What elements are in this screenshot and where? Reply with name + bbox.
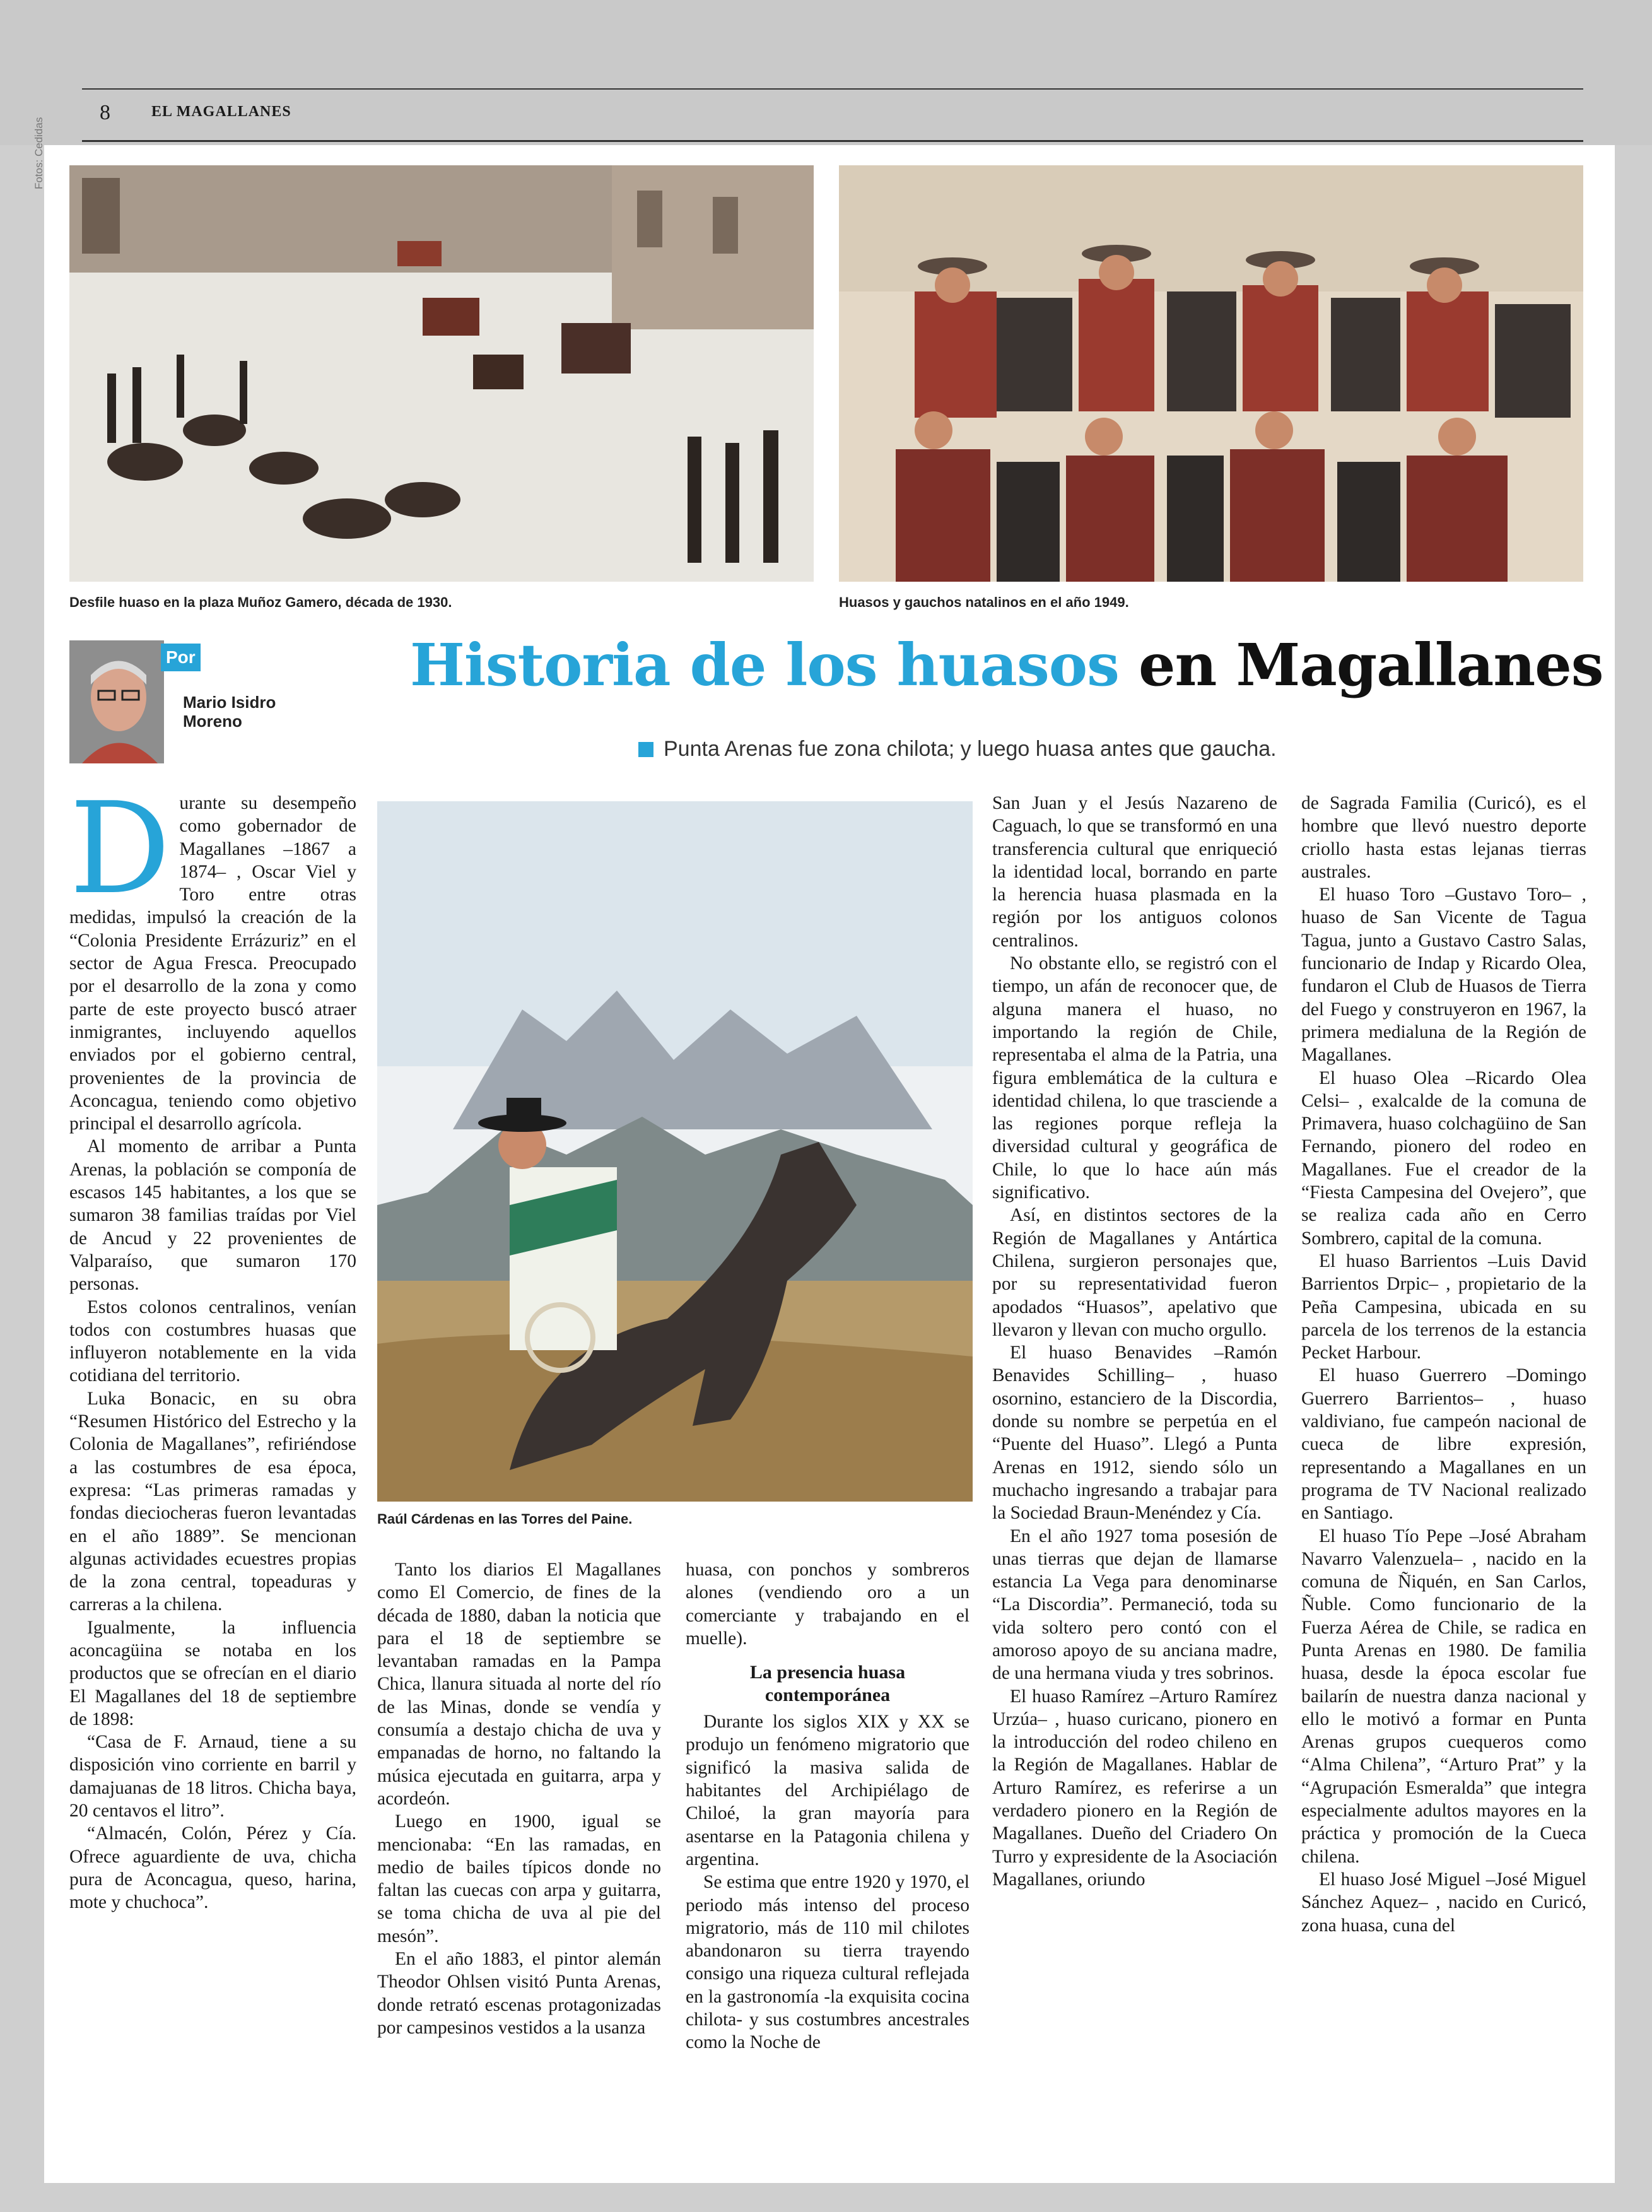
deck-bullet [638,742,653,757]
huasos-photo-caption: Huasos y gauchos natalinos en el año 1949. [839,594,1129,610]
header-rule-top [82,88,1583,90]
paragraph: En el año 1883, el pintor alemán Theodor Ohlsen visitó Punta Arenas, donde retrató escenas protagonizadas por campesinos vestidos a la usanza [377,1949,661,2038]
parade-photo [69,165,814,582]
byline-tag: Por [161,644,201,671]
paragraph: urante su desempeño como gobernador de Magallanes –1867 a 1874– , Oscar Viel y Toro entre otras medidas, impulsó la creación de la “Colonia Presidente Errázuriz” en el sector de Agua Fresca. Preocupado por el desarrollo de la zona y como parte de este proyecto buscó atraer inmigrantes, incluyendo aquellos enviados por el gobierno central, provenientes de la provincia de Aconcagua, teniendo como objetivo principal el desarrollo agrícola. [69,793,356,1134]
paragraph: Estos colonos centralinos, venían todos con costumbres huasas que influyeron notablemente en la vida cotidiana del territorio. [69,1297,356,1386]
paragraph: “Casa de F. Arnaud, tiene a su disposición vino corriente en barril y damajuanas de 18 litros. Chicha baya, 20 centavos el litro”. [69,1732,356,1821]
paragraph: En el año 1927 toma posesión de unas tierras que dejan de llamarse estancia La Vega para denominarse “La Discordia”. Permaneció, toda su vida soltero pero contó con el amoroso apoyo de su anciana madre, de una hermana viuda y tres sobrinos. [992,1526,1277,1684]
paragraph: Luka Bonacic, en su obra “Resumen Histórico del Estrecho y la Colonia de Magallanes”, refiriéndose a las costumbres de esa época, expresa: “Las primeras ramadas y fondas dieciocheras fueron levantadas en el año 1889”. Se mencionan algunas actividades ecuestres propias de la zona central, topeaduras y carreras a la chilena. [69,1388,356,1615]
author-avatar [69,640,164,763]
paragraph: Luego en 1900, igual se mencionaba: “En las ramadas, en medio de bailes típicos donde no faltan las cuecas con arpa y guitarra, se toma chicha de uva al pie del mesón”. [377,1811,661,1946]
paragraph: El huaso Barrientos –Luis David Barrientos Drpic– , propietario de la Peña Campesina, ubicada en su parcela de los terrenos de la estancia Pecket Harbour. [1301,1250,1586,1363]
article-column-5 [1301,792,1586,1937]
drop-cap: D [69,775,171,922]
page-header-band [0,0,1652,145]
header-rule-bottom [82,140,1583,142]
parade-photo-caption: Desfile huaso en la plaza Muñoz Gamero, década de 1930. [69,594,452,610]
author-name-line-1: Mario Isidro [183,693,276,712]
photo-credit: Fotos: Cedidas [33,117,45,189]
paragraph: No obstante ello, se registró con el tiempo, un afán de reconocer que, de alguna manera el huaso, no importando la región de Chile, representaba el alma de la Patria, una figura emblemática de la cultura e identidad chilena, lo que trasciende a las regiones porque refleja la diversidad cultural y geográfica de Chile, lo que lo hace aún más significativo. [992,953,1277,1203]
paragraph: Durante los siglos XIX y XX se produjo un fenómeno migratorio que significó la masiva salida de habitantes del Archipiélago de Chiloé, la gran mayoría para asentarse en la Patagonia chilena y argentina. [686,1712,970,1869]
paragraph: huasa, con ponchos y sombreros alones (vendiendo oro a un comerciante y trabajando en el muelle). [686,1560,970,1649]
paragraph: El huaso Guerrero –Domingo Guerrero Barrientos– , huaso valdiviano, fue campeón nacional de cueca de libre expresión, representando a Magallanes en un programa de TV Nacional realizado en Santiago. [1301,1365,1586,1524]
paragraph: El huaso José Miguel –José Miguel Sánchez Aquez– , nacido en Curicó, zona huasa, cuna del [1301,1869,1586,1936]
headline-blue: Historia de los huasos [410,631,1119,699]
paragraph: El huaso Benavides –Ramón Benavides Schilling– , huaso osornino, estanciero de la Discordia, donde su nombre se perpetúa en el “Puente del Huaso”. Llegó a Punta Arenas en 1912, siendo sólo un muchacho ingresando a trabajar para la Sociedad Braun-Menéndez y Cía. [992,1343,1277,1524]
paragraph: El huaso Ramírez –Arturo Ramírez Urzúa– , huaso curicano, pionero en la introducción del rodeo chileno en la Región de Magallanes. Hablar de Arturo Ramírez, es referirse a un verdadero pionero en la Región de Magallanes. Dueño del Criadero On Turro y expresidente de la Asociación Magallanes, oriundo [992,1686,1277,1890]
huasos-group-photo [839,165,1583,582]
article-column-1 [69,775,356,1914]
paragraph: San Juan y el Jesús Nazareno de Caguach, lo que se transformó en una transferencia cultural que enriqueció la identidad local, borrando en parte la herencia huasa plasmada en la región por los antiguos colonos centralinos. [992,793,1277,951]
rider-photo-caption: Raúl Cárdenas en las Torres del Paine. [377,1511,633,1527]
paragraph: El huaso Toro –Gustavo Toro– , huaso de San Vicente de Tagua Tagua, junto a Gustavo Castro Salas, funcionario de Indap y Ricardo Olea, fundaron el Club de Huasos de Tierra del Fuego y construyeron en 1967, la primera medialuna de la Región de Magallanes. [1301,885,1586,1066]
article-column-4 [992,792,1277,1891]
paragraph: Así, en distintos sectores de la Región de Magallanes y Antártica Chilena, surgieron personajes que, por su representatividad fueron apodados “Huasos”, apelativo que llevaron y llevan con mucho orgullo. [992,1205,1277,1340]
deck-subtitle: Punta Arenas fue zona chilota; y luego huasa antes que gaucha. [664,737,1277,761]
paragraph: El huaso Tío Pepe –José Abraham Navarro Valenzuela– , nacido en la comuna de Ñiquén, en San Carlos, Ñuble. Como funcionario de la Fuerza Aérea de Chile, se radica en Punta Arenas en 1980. De familia huasa, desde la época escolar fue bailarín de nuestra danza nacional y ello le motivó a formar en Punta Arenas grupos cuequeros como “Alma Chilena”, “Arturo Prat” y la “Agrupación Esmeralda” que integra especialmente adultos mayores en la práctica y promoción de la Cueca chilena. [1301,1526,1586,1867]
rider-photo [377,801,973,1502]
headline [410,631,1603,699]
paragraph: Al momento de arribar a Punta Arenas, la población se componía de escasos 145 habitantes, a los que se sumaron 38 familias traídas por Viel de Ancud y 22 provenientes de Valparaíso, que sumaron 170 personas. [69,1136,356,1295]
subheading: La presencia huasa contemporánea [749,1662,906,1706]
newspaper-name: EL MAGALLANES [151,103,291,120]
author-name [183,693,309,731]
article-column-3 [686,1558,970,2054]
paragraph: de Sagrada Familia (Curicó), es el hombre que llevó nuestro deporte criollo hasta estas lejanas tierras australes. [1301,793,1586,882]
paragraph: Tanto los diarios El Magallanes como El Comercio, de fines de la década de 1880, daban la noticia que para el 18 de septiembre se levantaban ramadas en la Pampa Chica, llanura situada al norte del río de las Minas, donde se vendía y consumía a destajo chicha de uva y empanadas de horno, no faltando la música ejecutada en guitarra, arpa y acordeón. [377,1560,661,1809]
page-number: 8 [100,101,110,124]
author-name-line-2: Moreno [183,712,242,731]
article-column-2 [377,1558,661,2039]
paragraph: Se estima que entre 1920 y 1970, el periodo más intenso del proceso migratorio, más de 110 mil chilotes abandonaron su tierra trayendo consigo una riqueza cultural reflejada en la gastronomía -la exquisita cocina chilota- y sus costumbres ancestrales como la Noche de [686,1872,970,2053]
paragraph: “Almacén, Colón, Pérez y Cía. Ofrece aguardiente de uva, chicha pura de Aconcagua, queso, harina, mote y chuchoca”. [69,1823,356,1913]
paragraph: Igualmente, la influencia aconcagüina se notaba en los productos que se ofrecían en el diario El Magallanes del 18 de septiembre de 1898: [69,1617,356,1729]
paragraph: El huaso Olea –Ricardo Olea Celsi– , exalcalde de la comuna de Primavera, huaso colchagüino de San Fernando, pionero del rodeo en Magallanes. Fue el creador de la “Fiesta Campesina del Ovejero”, que se realiza cada año en Cerro Sombrero, capital de la comuna. [1301,1068,1586,1249]
headline-black: en Magallanes [1118,631,1603,699]
